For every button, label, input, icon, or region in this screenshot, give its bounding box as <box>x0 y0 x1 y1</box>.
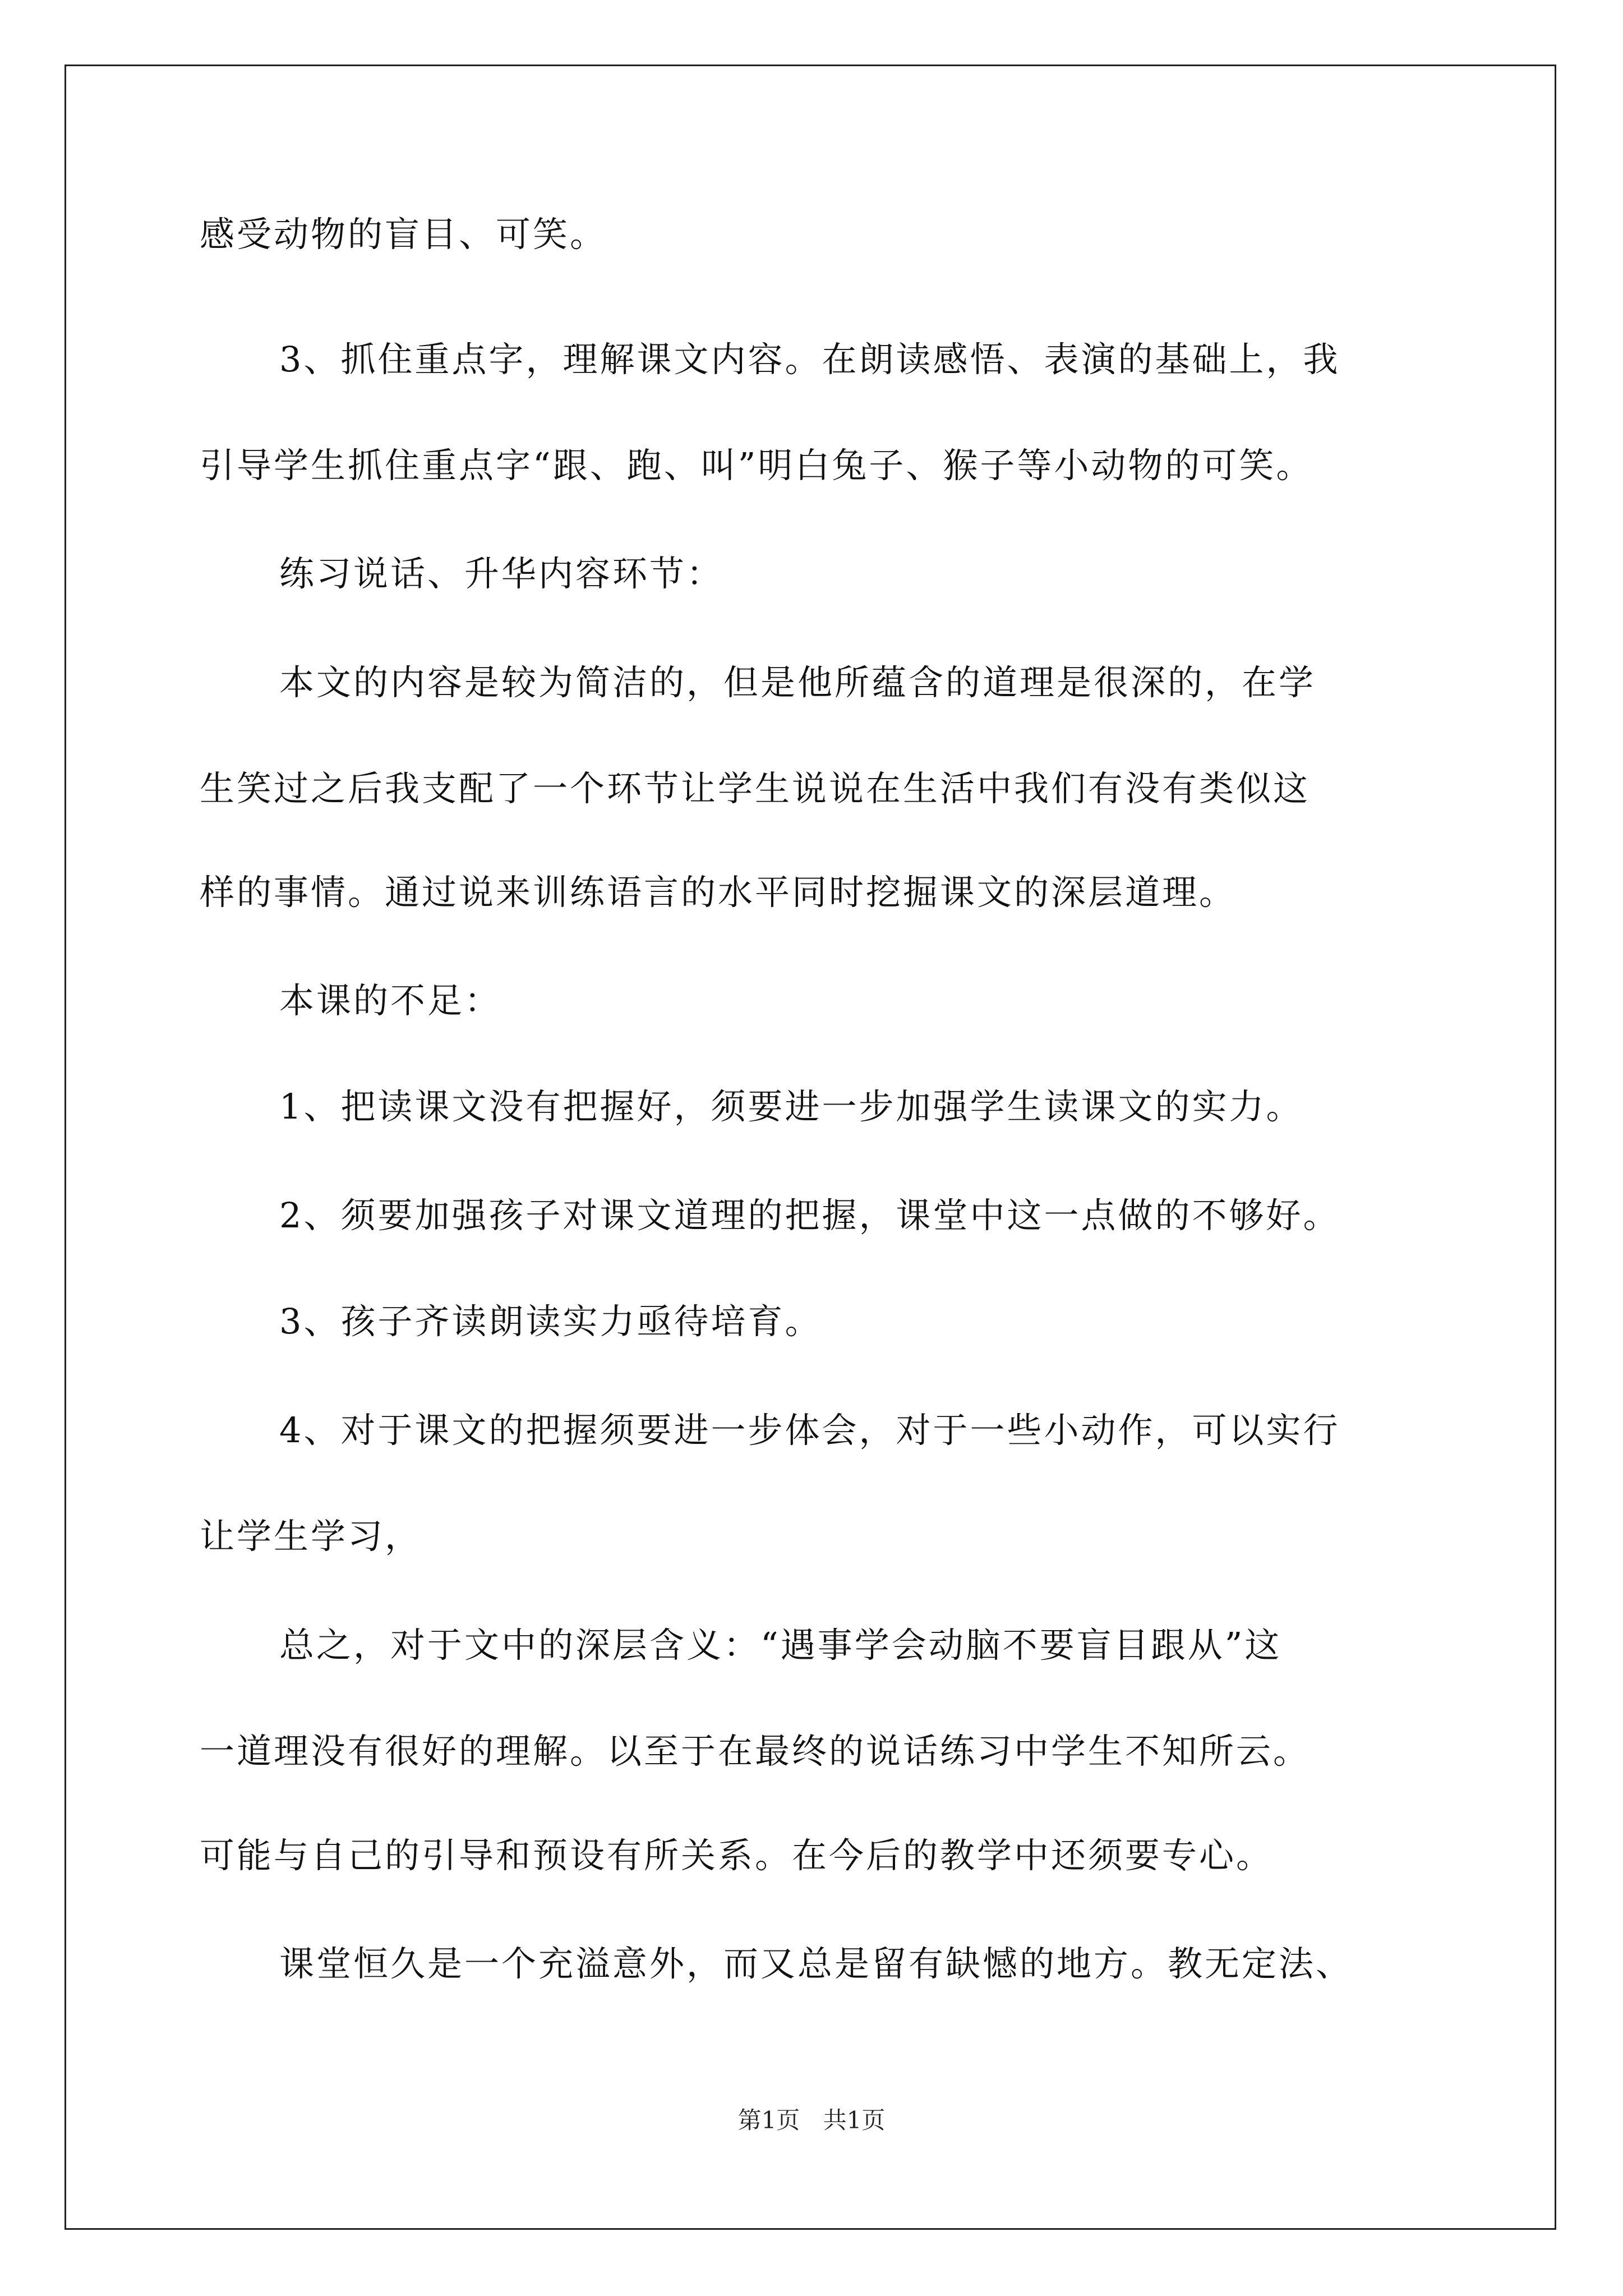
text-line-5: 本文的内容是较为简洁的，但是他所蕴含的道理是很深的，在学 <box>279 662 1316 703</box>
text-line-1: 感受动物的盲目、可笑。 <box>200 214 607 255</box>
text-line-2: 3、抓住重点字，理解课文内容。在朗读感悟、表演的基础上，我 <box>279 339 1340 380</box>
page-number: 第1页 <box>737 2106 800 2134</box>
text-line-3: 引导学生抓住重点字“跟、跑、叫”明白兔子、猴子等小动物的可笑。 <box>200 445 1313 486</box>
text-line-10: 2、须要加强孩子对课文道理的把握，课堂中这一点做的不够好。 <box>279 1195 1340 1236</box>
page-total: 共1页 <box>823 2106 886 2134</box>
text-line-17: 课堂恒久是一个充溢意外，而又总是留有缺憾的地方。教无定法、 <box>279 1943 1353 1984</box>
text-line-4: 练习说话、升华内容环节： <box>279 553 724 594</box>
page-border <box>64 65 1556 2230</box>
text-line-15: 一道理没有很好的理解。以至于在最终的说话练习中学生不知所云。 <box>200 1731 1311 1772</box>
text-line-11: 3、孩子齐读朗读实力亟待培育。 <box>279 1301 822 1342</box>
text-line-6: 生笑过之后我支配了一个环节让学生说说在生活中我们有没有类似这 <box>200 768 1311 809</box>
page-footer <box>0 2106 1623 2134</box>
text-line-13: 让学生学习， <box>200 1516 422 1557</box>
text-line-14: 总之，对于文中的深层含义：“遇事学会动脑不要盲目跟从”这 <box>279 1625 1282 1665</box>
text-line-12: 4、对于课文的把握须要进一步体会，对于一些小动作，可以实行 <box>279 1410 1340 1451</box>
text-line-16: 可能与自己的引导和预设有所关系。在今后的教学中还须要专心。 <box>200 1835 1274 1876</box>
text-line-8: 本课的不足： <box>279 980 502 1021</box>
text-line-9: 1、把读课文没有把握好，须要进一步加强学生读课文的实力。 <box>279 1086 1303 1127</box>
text-line-7: 样的事情。通过说来训练语言的水平同时挖掘课文的深层道理。 <box>200 872 1237 913</box>
